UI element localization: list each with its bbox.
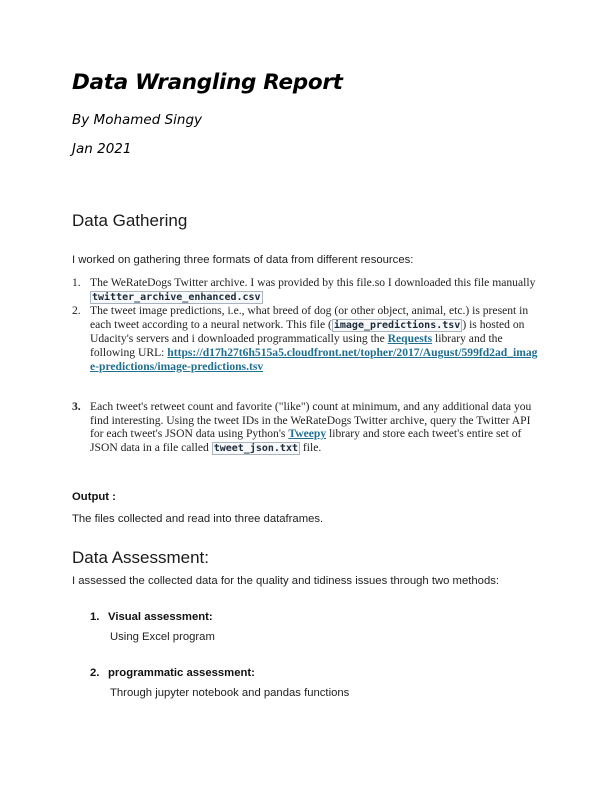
item-text: library and store each tweet's entire set of JSON data in a file called <box>90 427 522 454</box>
list-number: 1. <box>90 611 100 623</box>
section-heading-gathering: Data Gathering <box>72 211 188 230</box>
assessment-method-programmatic <box>90 667 255 679</box>
author-line: By Mohamed Singy <box>72 112 203 128</box>
code-filename: twitter_archive_enhanced.csv <box>92 291 261 303</box>
report-date: Jan 2021 <box>72 141 132 157</box>
tweepy-link[interactable]: Tweepy <box>288 427 327 441</box>
gathering-sources-list <box>72 276 542 456</box>
item-text: The tweet image predictions, i.e., what breed of dog (or other object, animal, etc.) is present in each tweet according to a neural network. This file ( <box>90 304 529 331</box>
list-item <box>72 276 542 304</box>
method-detail: Using Excel program <box>110 631 215 643</box>
item-text: library and the following URL: <box>90 332 503 359</box>
item-text: Each tweet's retweet count and favorite ("like") count at minimum, and any additional data you find interesting. Using the tweet IDs in the WeRateDogs Twitter archive, query the Twitter API for each tweet's JSON data using Python's <box>90 400 532 441</box>
output-label: Output : <box>72 491 116 503</box>
list-number: 3. <box>72 400 81 414</box>
gathering-intro: I worked on gathering three formats of data from different resources: <box>72 254 414 266</box>
item-text: file. <box>300 440 322 454</box>
item-text: ) is hosted on Udacity's servers and i downloaded programmatically using the <box>90 317 525 346</box>
method-detail: Through jupyter notebook and pandas functions <box>110 687 350 699</box>
requests-link[interactable]: Requests <box>387 332 433 346</box>
list-number: 2. <box>90 667 100 679</box>
assessment-method-visual <box>90 611 213 623</box>
code-filename: image_predictions.tsv <box>333 319 461 331</box>
list-number: 2. <box>72 304 81 318</box>
report-title: Data Wrangling Report <box>72 70 343 95</box>
list-item <box>72 304 542 373</box>
output-text: The files collected and read into three dataframes. <box>72 513 324 525</box>
section-heading-assessment: Data Assessment: <box>72 548 210 567</box>
assessment-intro: I assessed the collected data for the quality and tidiness issues through two methods: <box>72 575 500 587</box>
method-label: Visual assessment: <box>108 611 213 623</box>
image-predictions-url-link[interactable]: https://d17h27t6h515a5.cloudfront.net/topher/2017/August/599fd2ad_image-predictions/image-predictions.tsv <box>90 345 538 373</box>
method-label: programmatic assessment: <box>108 667 255 679</box>
item-text: The WeRateDogs Twitter archive. I was provided by this file.so I downloaded this file manually <box>90 276 536 289</box>
list-number: 1. <box>72 276 81 289</box>
list-item <box>72 400 542 455</box>
code-filename: tweet_json.txt <box>213 442 298 454</box>
